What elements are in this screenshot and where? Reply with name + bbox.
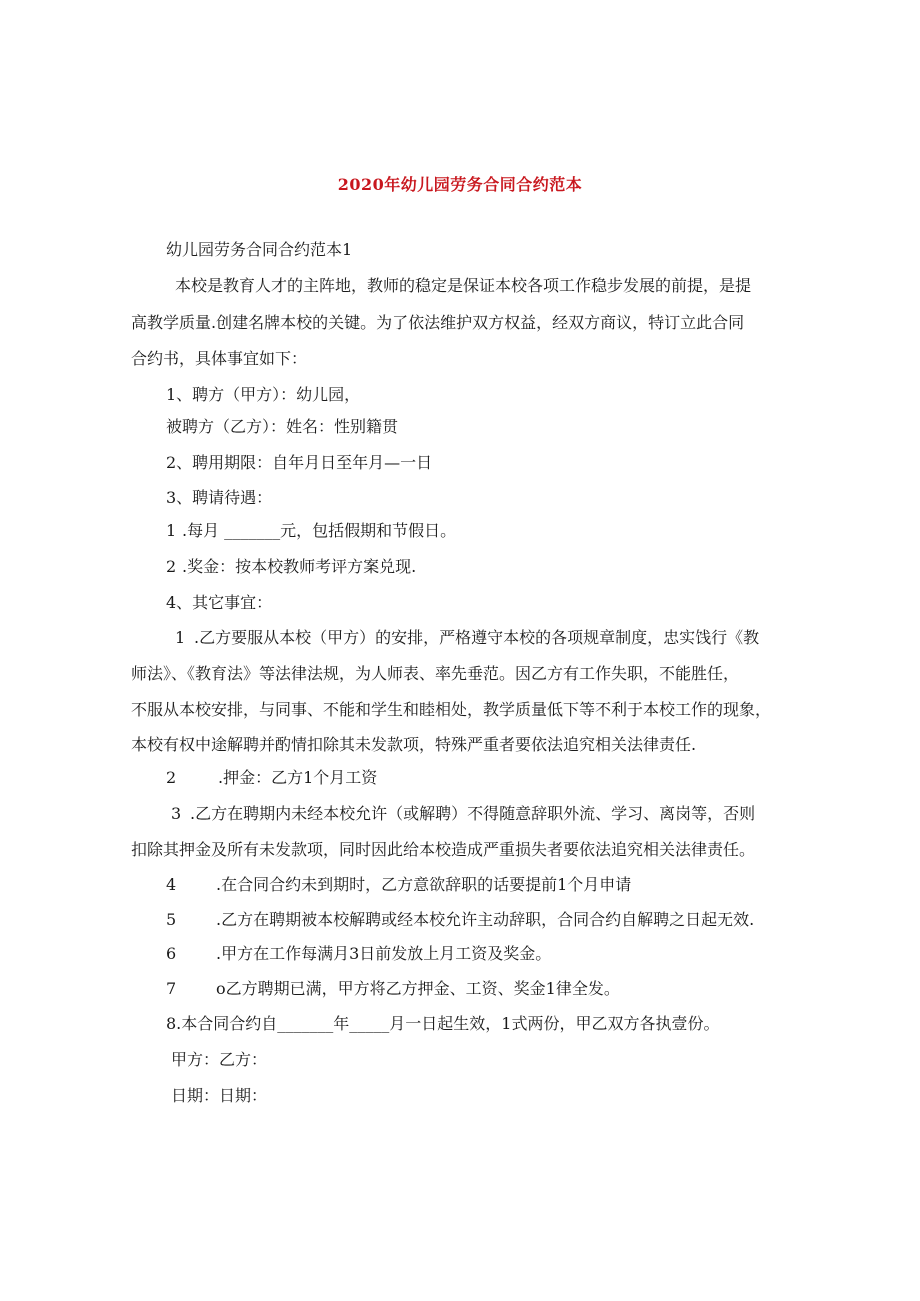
item-number: 2: [166, 768, 177, 787]
clause1-line-2: 师法》、《教育法》等法律法规，为人师表、率先垂范。因乙方有工作失职，不能胜任，: [131, 664, 740, 683]
item-text: .奖金：按本校教师考评方案兑现.: [182, 557, 417, 576]
item-number: 2: [166, 557, 177, 576]
item-number: 1: [175, 628, 186, 647]
item-number: 5: [166, 910, 177, 929]
item-text: .乙方在聘期内未经本校允许（或解聘）不得随意辞职外流、学习、离岗等，否则: [190, 804, 756, 823]
clause8-line: 8.本合同合约自_______年_____月一日起生效，1式两份，甲乙双方各执壹份。: [166, 1014, 720, 1033]
clause3-line-2: 扣除其押金及所有未发款项，同时因此给本校造成严重损失者要依法追究相关法律责任。: [131, 840, 756, 859]
salary-line: [166, 521, 456, 541]
item-number: 3: [171, 804, 182, 823]
period-line: 2、聘用期限：自年月日至年月—一日: [166, 453, 433, 472]
item-text: .在合同合约未到期时，乙方意欲辞职的话要提前1个月申请: [216, 875, 632, 894]
employer-line: 1、聘方（甲方）：幼儿园，: [166, 385, 361, 404]
document-subtitle: 幼儿园劳务合同合约范本1: [166, 240, 353, 259]
intro-line-3: 合约书，具体事宜如下：: [131, 349, 308, 368]
clause4-line: [166, 875, 631, 895]
clause1-line-3: 不服从本校安排，与同事、不能和学生和睦相处，教学质量低下等不利于本校工作的现象，: [131, 700, 772, 719]
item-number: 4: [166, 875, 177, 894]
item-number: 7: [166, 979, 177, 998]
employee-line: 被聘方（乙方）：姓名：性别籍贯: [166, 417, 399, 436]
clause2-line: [166, 768, 377, 788]
item-text: o乙方聘期已满，甲方将乙方押金、工资、奖金1律全发。: [216, 979, 620, 998]
clause6-line: [166, 944, 551, 964]
item-text: .每月 _______元，包括假期和节假日。: [182, 521, 457, 540]
item-number: 1: [166, 521, 177, 540]
item-text: .乙方要服从本校（甲方）的安排，严格遵守本校的各项规章制度，忠实饯行《教: [194, 628, 760, 647]
other-heading: 4、其它事宜：: [166, 593, 273, 612]
clause1-line-4: 本校有权中途解聘并酌情扣除其未发款项，特殊严重者要依法追究相关法律责任.: [131, 735, 697, 754]
bonus-line: [166, 557, 416, 577]
document-title: 2020年幼儿园劳务合同合约范本: [337, 175, 583, 194]
treatment-heading: 3、聘请待遇：: [166, 488, 273, 507]
clause7-line: [166, 979, 620, 999]
item-text: .押金：乙方1个月工资: [218, 768, 378, 787]
item-text: .甲方在工作每满月3日前发放上月工资及奖金。: [216, 944, 552, 963]
clause3-line-1: [171, 804, 755, 824]
date-line: 日期：日期：: [171, 1086, 268, 1105]
intro-line-2: 高教学质量.创建名牌本校的关键。为了依法维护双方权益，经双方商议，特订立此合同: [131, 313, 745, 332]
clause1-line-1: [175, 628, 759, 648]
item-text: .乙方在聘期被本校解聘或经本校允许主动辞职，合同合约自解聘之日起无效.: [216, 910, 755, 929]
intro-line-1: 本校是教育人才的主阵地，教师的稳定是保证本校各项工作稳步发展的前提，是提: [175, 276, 752, 295]
clause5-line: [166, 910, 754, 930]
signature-line: 甲方：乙方：: [171, 1050, 268, 1069]
item-number: 6: [166, 944, 177, 963]
